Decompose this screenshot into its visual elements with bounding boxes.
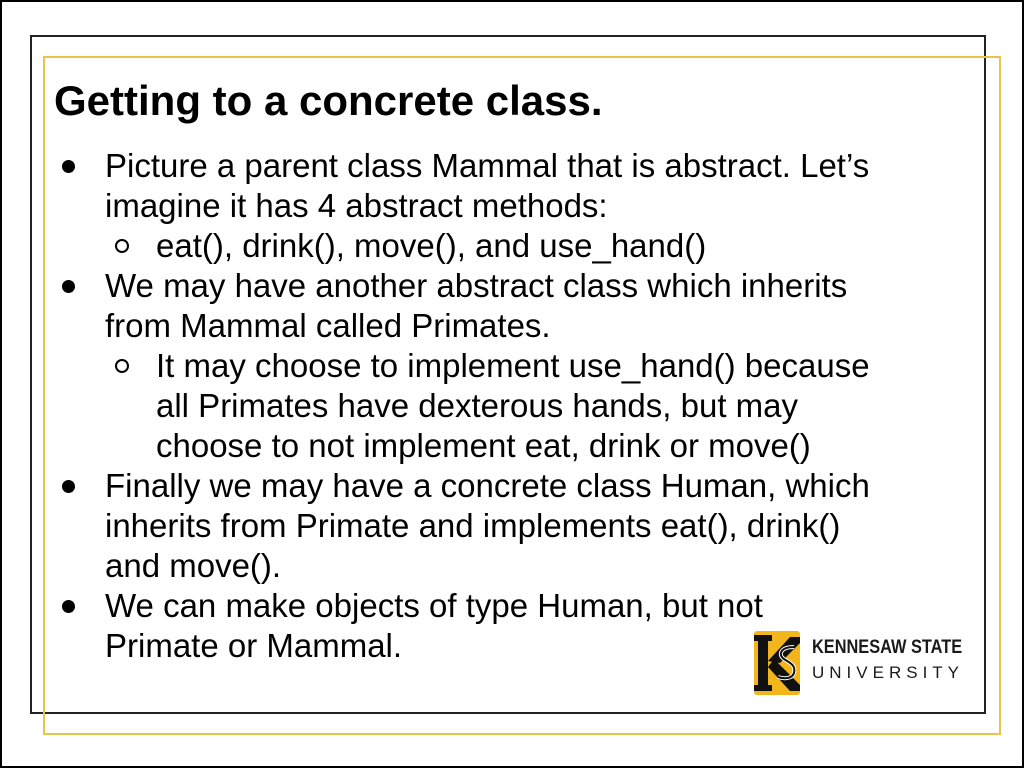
sub-bullet-line: all Primates have dexterous hands, but may (156, 387, 799, 424)
logo-name-line1: KENNESAW STATE (812, 637, 963, 658)
bullet-line: imagine it has 4 abstract methods: (105, 187, 608, 224)
bullet-line: We may have another abstract class which inherits (105, 267, 848, 304)
sub-bullet-line: choose to not implement eat, drink or move() (156, 427, 811, 464)
bullet-item (54, 266, 984, 346)
bullet-item (54, 466, 984, 586)
sub-bullet-item (54, 346, 984, 466)
bullet-disc-icon (62, 280, 75, 293)
bullet-line: Primate or Mammal. (105, 627, 403, 664)
logo-name-line2: UNIVERSITY (812, 663, 965, 682)
bullet-line: inherits from Primate and implements eat(), drink() (105, 507, 841, 544)
bullet-disc-icon (62, 600, 75, 613)
ksu-logo (750, 629, 970, 699)
sub-bullet-line: It may choose to implement use_hand() because (156, 347, 870, 384)
bullet-disc-icon (62, 480, 75, 493)
bullet-line: and move(). (105, 547, 282, 584)
sub-bullet-line: eat(), drink(), move(), and use_hand() (156, 227, 707, 264)
ksu-logo-icon (750, 629, 804, 697)
slide-content (54, 146, 984, 666)
bullet-line: Finally we may have a concrete class Human, which (105, 467, 870, 504)
bullet-line: We can make objects of type Human, but not (105, 587, 763, 624)
bullet-line: Picture a parent class Mammal that is abstract. Let’s (105, 147, 870, 184)
sub-bullet-circle-icon (115, 359, 129, 373)
bullet-line: from Mammal called Primates. (105, 307, 551, 344)
sub-bullet-circle-icon (115, 239, 129, 253)
bullet-disc-icon (62, 160, 75, 173)
slide-title: Getting to a concrete class. (54, 77, 603, 124)
sub-bullet-item (54, 226, 984, 266)
bullet-item (54, 146, 984, 226)
